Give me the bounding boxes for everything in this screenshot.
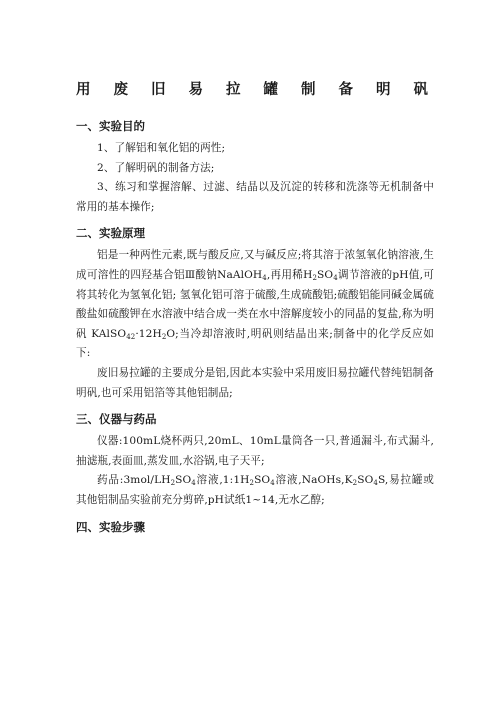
title-char: 易 bbox=[188, 82, 203, 98]
principle-paragraph: 废旧易拉罐的主要成分是铝,因此本实验中采用废旧易拉罐代替纯铝制备明矾,也可采用铝箔等其他铝制品; bbox=[76, 366, 434, 399]
section-heading-materials: 三、仪器与药品 bbox=[76, 412, 157, 427]
title-char: 制 bbox=[301, 82, 316, 98]
section-heading-objectives: 一、实验目的 bbox=[76, 119, 145, 133]
title-char: 拉 bbox=[226, 82, 241, 98]
reagents-paragraph: 药品$:3mol/LH_2SO_4$溶液$,1:1H_2SO_4$溶液$,NaOHs,K_2SO_4S$,易拉罐或其他铝制品实验前充分剪碎,pH试纸1~14,无水乙醇; bbox=[76, 474, 434, 506]
objective-item: 2、了解明矾的制备方法; bbox=[97, 161, 215, 174]
section-heading-procedure: 四、实验步骤 bbox=[76, 519, 145, 534]
principle-paragraph: 铝是一种两性元素,既与酸反应,又与碱反应;将其溶于浓氢氧化钠溶液,生成可溶性的四羟基合铝Ⅲ酸钠NaAlOH$_4$,再用稀$H_2SO_4$调节溶液的pH值,可将其转化为氢氧化铝; 氢氧化铝可溶于硫酸,生成硫酸铝;硫酸铝能同碱金属硫酸盐如硫酸钾在水溶液中结合成一类在水中溶解度较小的同晶的复盐,称为明矾 $KAlSO_{42}\cdot 12H_2O$;当冷却溶液时,明矾则结晶出来;制备中的化学反应如下: bbox=[76, 249, 434, 360]
title-char: 矾 bbox=[413, 82, 428, 98]
title-char: 备 bbox=[338, 82, 353, 98]
title-char: 用 bbox=[76, 82, 91, 98]
title-char: 罐 bbox=[263, 82, 278, 98]
objective-item: 3、练习和掌握溶解、过滤、结晶以及沉淀的转移和洗涤等无机制备中常用的基本操作; bbox=[76, 181, 434, 213]
section-heading-principle: 二、实验原理 bbox=[76, 226, 145, 241]
title-char: 废 bbox=[113, 82, 128, 98]
objective-item: 1、了解铝和氧化铝的两性; bbox=[97, 142, 226, 154]
title-char: 旧 bbox=[151, 82, 166, 98]
document-body bbox=[76, 118, 434, 535]
document-title bbox=[76, 78, 428, 99]
title-char: 明 bbox=[376, 82, 391, 98]
instruments-paragraph: 仪器:100mL烧杯两只,20mL、10mL量筒各一只,普通漏斗,布式漏斗,抽滤瓶,表面皿,蒸发皿,水浴锅,电子天平; bbox=[76, 435, 434, 467]
